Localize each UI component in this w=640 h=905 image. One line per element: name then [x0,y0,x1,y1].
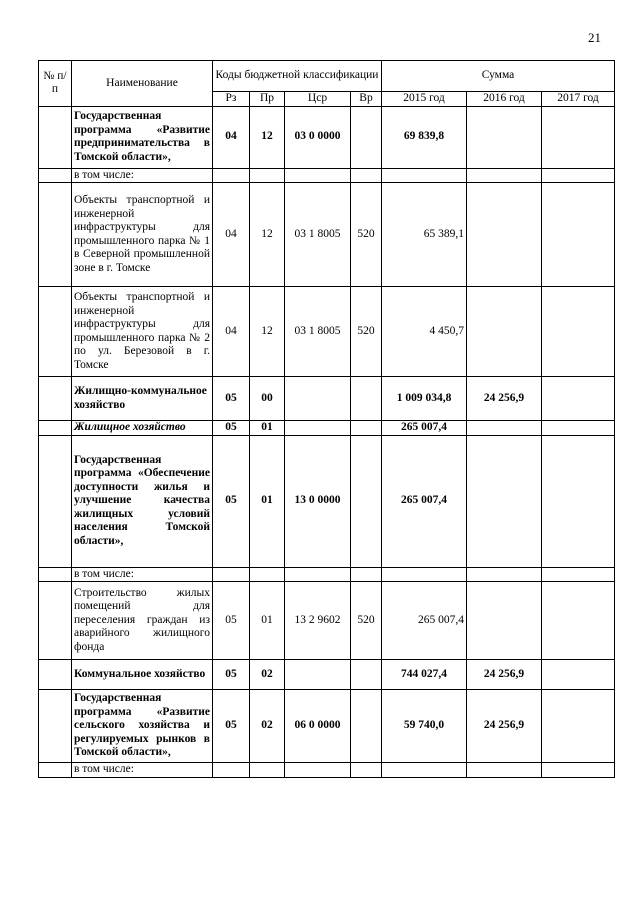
table-row [39,763,615,778]
table-row [39,421,615,436]
row-number [39,168,72,183]
row-rz: 05 [213,690,250,763]
row-number [39,106,72,168]
row-name: Государственная программа «Обеспечение доступности жилья и улучшение качества жилищных условий населения Томской области», [72,435,213,567]
row-sum-2017 [542,377,615,421]
row-name: Объекты транспортной и инженерной инфраструктуры для промышленного парка № 2 по ул. Березовой в г. Томске [72,287,213,377]
header-rz: Рз [213,92,250,107]
row-csr: 03 1 8005 [285,183,351,287]
row-csr [285,377,351,421]
row-name: Жилищно-коммунальное хозяйство [72,377,213,421]
row-sum-2017 [542,287,615,377]
row-vr: 520 [351,582,382,660]
row-pr [250,168,285,183]
row-sum-2016 [467,763,542,778]
table-body [39,106,615,777]
row-number [39,421,72,436]
row-sum-2015: 265 007,4 [382,582,467,660]
row-sum-2015 [382,567,467,582]
row-name: в том числе: [72,168,213,183]
row-csr: 06 0 0000 [285,690,351,763]
row-rz [213,763,250,778]
row-pr: 00 [250,377,285,421]
row-sum-2017 [542,106,615,168]
row-csr: 13 0 0000 [285,435,351,567]
row-sum-2016 [467,582,542,660]
table-row [39,377,615,421]
row-rz: 05 [213,582,250,660]
table-row [39,690,615,763]
row-sum-2015: 1 009 034,8 [382,377,467,421]
row-sum-2016 [467,567,542,582]
row-name: Жилищное хозяйство [72,421,213,436]
row-name: Государственная программа «Развитие предпринимательства в Томской области», [72,106,213,168]
row-rz [213,567,250,582]
page-number: 21 [588,30,601,45]
row-pr: 12 [250,287,285,377]
row-name: Коммунальное хозяйство [72,660,213,690]
header-sum: Сумма [382,61,615,92]
row-name: Объекты транспортной и инженерной инфраструктуры для промышленного парка № 1 в Северной промышленной зоне в г. Томске [72,183,213,287]
row-name: в том числе: [72,763,213,778]
row-sum-2015: 69 839,8 [382,106,467,168]
header-name: Наименование [72,61,213,107]
header-vr: Вр [351,92,382,107]
row-vr [351,763,382,778]
row-sum-2016 [467,421,542,436]
row-sum-2017 [542,763,615,778]
table-row [39,435,615,567]
row-rz: 04 [213,183,250,287]
row-sum-2015 [382,168,467,183]
row-number [39,567,72,582]
row-rz [213,168,250,183]
row-name: в том числе: [72,567,213,582]
row-number [39,377,72,421]
row-vr [351,690,382,763]
row-pr: 01 [250,435,285,567]
row-sum-2015: 744 027,4 [382,660,467,690]
row-sum-2017 [542,168,615,183]
row-sum-2016 [467,183,542,287]
header-pr: Пр [250,92,285,107]
header-csr: Цср [285,92,351,107]
row-number [39,183,72,287]
row-sum-2015: 265 007,4 [382,435,467,567]
row-rz: 04 [213,287,250,377]
row-csr: 03 0 0000 [285,106,351,168]
table-row [39,660,615,690]
row-number [39,287,72,377]
row-number [39,435,72,567]
row-sum-2016 [467,287,542,377]
row-csr [285,763,351,778]
row-sum-2017 [542,435,615,567]
row-csr [285,660,351,690]
row-sum-2015: 59 740,0 [382,690,467,763]
row-sum-2017 [542,582,615,660]
row-pr: 02 [250,660,285,690]
header-row [39,61,615,92]
row-csr [285,168,351,183]
row-vr [351,168,382,183]
row-vr: 520 [351,183,382,287]
row-number [39,582,72,660]
budget-table [38,60,615,778]
row-csr [285,567,351,582]
row-number [39,763,72,778]
table-row [39,106,615,168]
header-2015: 2015 год [382,92,467,107]
table-row [39,168,615,183]
row-pr: 02 [250,690,285,763]
row-pr [250,567,285,582]
row-sum-2015: 65 389,1 [382,183,467,287]
row-sum-2016 [467,106,542,168]
row-sum-2016: 24 256,9 [467,377,542,421]
header-2016: 2016 год [467,92,542,107]
row-number [39,660,72,690]
row-csr [285,421,351,436]
row-name: Государственная программа «Развитие сельского хозяйства и регулируемых рынков в Томской области», [72,690,213,763]
row-csr: 13 2 9602 [285,582,351,660]
row-rz: 05 [213,421,250,436]
row-number [39,690,72,763]
row-pr [250,763,285,778]
row-rz: 05 [213,660,250,690]
row-pr: 01 [250,582,285,660]
row-vr: 520 [351,287,382,377]
table-row [39,287,615,377]
table-row [39,183,615,287]
row-pr: 12 [250,183,285,287]
row-rz: 05 [213,377,250,421]
row-sum-2015 [382,763,467,778]
header-2017: 2017 год [542,92,615,107]
header-num: № п/п [39,61,72,107]
row-vr [351,377,382,421]
row-sum-2016 [467,435,542,567]
row-vr [351,660,382,690]
row-sum-2016: 24 256,9 [467,690,542,763]
row-name: Строительство жилых помещений для переселения граждан из аварийного жилищного фонда [72,582,213,660]
row-sum-2017 [542,421,615,436]
row-sum-2017 [542,690,615,763]
row-sum-2015: 265 007,4 [382,421,467,436]
row-sum-2017 [542,567,615,582]
row-sum-2017 [542,183,615,287]
row-sum-2016: 24 256,9 [467,660,542,690]
row-pr: 12 [250,106,285,168]
table-row [39,567,615,582]
table-row [39,582,615,660]
row-sum-2017 [542,660,615,690]
row-pr: 01 [250,421,285,436]
header-codes: Коды бюджетной классификации [213,61,382,92]
row-rz: 05 [213,435,250,567]
row-csr: 03 1 8005 [285,287,351,377]
row-rz: 04 [213,106,250,168]
row-sum-2015: 4 450,7 [382,287,467,377]
row-vr [351,106,382,168]
row-vr [351,421,382,436]
row-vr [351,567,382,582]
row-vr [351,435,382,567]
row-sum-2016 [467,168,542,183]
